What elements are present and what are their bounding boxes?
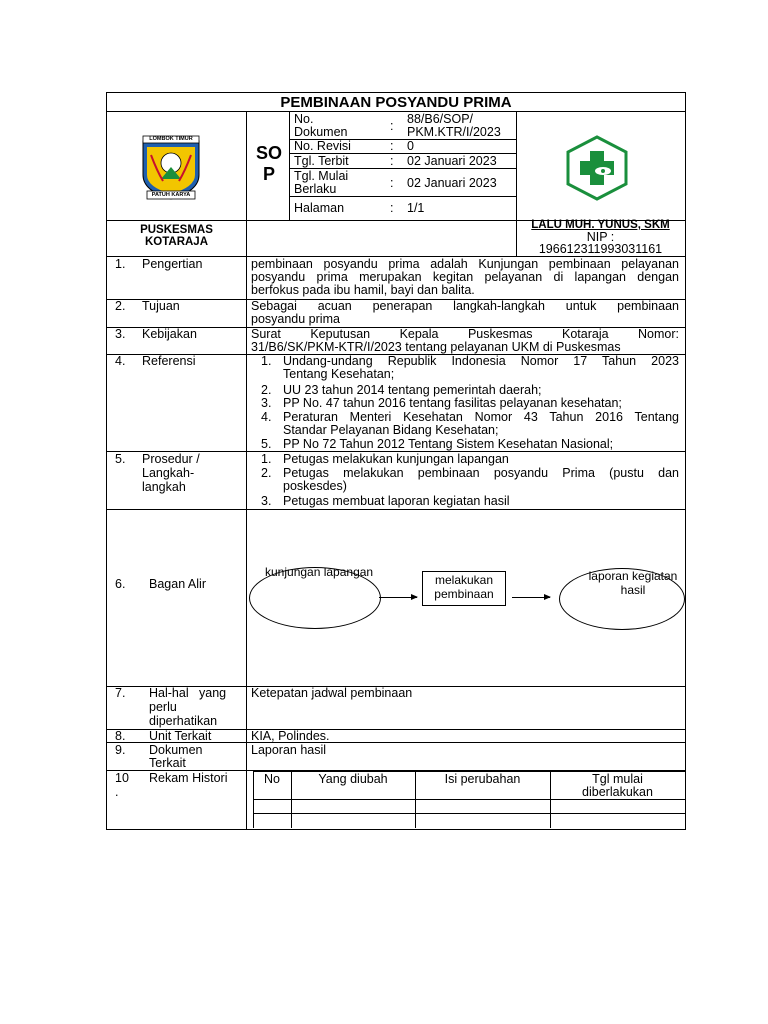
row-text: Laporan hasil (251, 743, 327, 757)
list-number: 2. (261, 383, 272, 397)
colon: : (390, 201, 394, 215)
rule (107, 509, 685, 510)
lombok-timur-crest (135, 135, 207, 201)
row-label: Tujuan (142, 299, 180, 313)
no-revisi-value: 0 (407, 139, 414, 153)
puskesmas-icon (565, 135, 629, 201)
crest-top-text: LOMBOK TIMUR (149, 136, 193, 142)
sop-document (106, 92, 686, 830)
colon: : (390, 119, 394, 133)
colon: : (390, 176, 394, 190)
list-item: Undang-undang Republik Indonesia Nomor 17 Tahun 2023 (283, 354, 679, 368)
org-name-1: PUSKESMAS (140, 224, 213, 236)
list-item: Petugas melakukan kunjungan lapangan (283, 452, 509, 466)
row-label: Kebijakan (142, 327, 197, 341)
crest-bottom-text: PATUH KARYA (151, 191, 191, 198)
flow-step-1-label: kunjungan lapangan (265, 565, 374, 579)
no-dokumen-value-2: PKM.KTR/I/2023 (407, 125, 501, 139)
list-number: 4. (261, 410, 272, 424)
row-label: perlu (149, 700, 177, 714)
no-dokumen-label-1: No. (294, 112, 314, 126)
rule (253, 799, 685, 800)
row-text: pembinaan posyandu prima adalah Kunjungan pembinaan pelayanan (251, 257, 679, 271)
list-item: Petugas membuat laporan kegiatan hasil (283, 494, 510, 508)
list-item: PP No 72 Tahun 2012 Tentang Sistem Kesehatan Nasional; (283, 437, 614, 451)
list-item: Tentang Kesehatan; (283, 367, 395, 381)
colon: : (390, 139, 394, 153)
row-number: 7. (115, 686, 126, 700)
row-label: Prosedur / (142, 452, 200, 466)
row-number: 8. (115, 729, 126, 743)
tgl-mulai-label-2: Berlaku (294, 182, 337, 196)
tgl-terbit-label: Tgl. Terbit (294, 154, 349, 168)
flow-step-2-label: melakukan (434, 573, 494, 587)
list-item: Peraturan Menteri Kesehatan Nomor 43 Tahun 2016 Tentang (283, 410, 679, 424)
arrow-icon (512, 597, 550, 598)
list-number: 3. (261, 396, 272, 410)
row-number: 10 (115, 771, 129, 785)
sop-label-2: P (262, 164, 275, 184)
signatory-name: LALU MUH. YUNUS, SKM (531, 219, 670, 231)
column-header: No (264, 772, 280, 786)
revision-history-table (253, 771, 685, 828)
row-text: Sebagai acuan penerapan langkah-langkah untuk pembinaan (251, 299, 679, 313)
list-number: 1. (261, 354, 272, 368)
flow-step-3-label: hasil (620, 583, 646, 597)
row-label: Rekam Histori (149, 771, 228, 785)
rule (253, 813, 685, 814)
row-text: 31/B6/SK/PKM-KTR/I/2023 tentang pelayanan UKM di Puskesmas (251, 340, 621, 354)
tgl-mulai-value: 02 Januari 2023 (407, 176, 497, 190)
list-number: 5. (261, 437, 272, 451)
row-label: Referensi (142, 354, 196, 368)
row-label: Pengertian (142, 257, 203, 271)
row-number: 9. (115, 743, 126, 757)
row-number: . (115, 785, 119, 799)
list-number: 2. (261, 466, 272, 480)
colon: : (390, 154, 394, 168)
row-label: Dokumen (149, 743, 203, 757)
document-title: PEMBINAAN POSYANDU PRIMA (280, 94, 512, 111)
list-item: Standar Pelayanan Bidang Kesehatan; (283, 423, 499, 437)
list-item: Petugas melakukan pembinaan posyandu Prima (pustu dan (283, 466, 679, 480)
rule (107, 111, 685, 112)
list-item: PP No. 47 tahun 2016 tentang fasilitas pelayanan kesehatan; (283, 396, 622, 410)
column-header: Tgl mulai (592, 772, 643, 786)
row-number: 3. (115, 327, 126, 341)
no-dokumen-label-2: Dokumen (294, 125, 348, 139)
tgl-mulai-label-1: Tgl. Mulai (294, 169, 349, 183)
column-header: Isi perubahan (444, 772, 521, 786)
row-text: Surat Keputusan Kepala Puskesmas Kotaraja Nomor: (251, 327, 679, 341)
row-number: 1. (115, 257, 126, 271)
rule (246, 111, 247, 829)
row-label: Unit Terkait (149, 729, 212, 743)
halaman-label: Halaman (294, 201, 345, 215)
row-label: Langkah- (142, 466, 195, 480)
row-label: langkah (142, 480, 186, 494)
tgl-terbit-value: 02 Januari 2023 (407, 154, 497, 168)
row-label: Bagan Alir (149, 577, 206, 591)
flow-step-2-label: pembinaan (434, 587, 494, 601)
column-header: Yang diubah (318, 772, 388, 786)
row-text: posyandu prima merupakan kegitan pelayanan di lapangan dengan (251, 270, 679, 284)
halaman-value: 1/1 (407, 201, 425, 215)
row-text: posyandu prima (251, 312, 340, 326)
arrow-icon (379, 597, 417, 598)
sop-label-1: SO (255, 143, 282, 163)
nip-label: NIP : (586, 230, 615, 244)
row-text: KIA, Polindes. (251, 729, 330, 743)
rule (289, 111, 290, 220)
row-number: 6. (115, 577, 126, 591)
list-item: poskesdes) (283, 479, 347, 493)
row-label: Terkait (149, 756, 186, 770)
row-text: berfokus pada ibu hamil, bayi dan balita. (251, 283, 475, 297)
rule (289, 196, 516, 197)
row-label: Hal-hal yang (149, 686, 227, 700)
list-item: UU 23 tahun 2014 tentang pemerintah daerah; (283, 383, 542, 397)
row-label: diperhatikan (149, 714, 218, 728)
row-number: 5. (115, 452, 126, 466)
column-header: diberlakukan (582, 785, 653, 799)
flow-step-3-label: laporan kegiatan (588, 569, 678, 583)
no-dokumen-value-1: 88/B6/SOP/ (407, 112, 474, 126)
no-revisi-label: No. Revisi (294, 139, 351, 153)
org-name-2: KOTARAJA (144, 236, 209, 248)
list-number: 3. (261, 494, 272, 508)
row-text: Ketepatan jadwal pembinaan (251, 686, 413, 700)
nip-value: 196612311993031161 (538, 242, 663, 256)
row-number: 4. (115, 354, 126, 368)
puskesmas-logo (565, 135, 629, 201)
row-number: 2. (115, 299, 126, 313)
list-number: 1. (261, 452, 272, 466)
